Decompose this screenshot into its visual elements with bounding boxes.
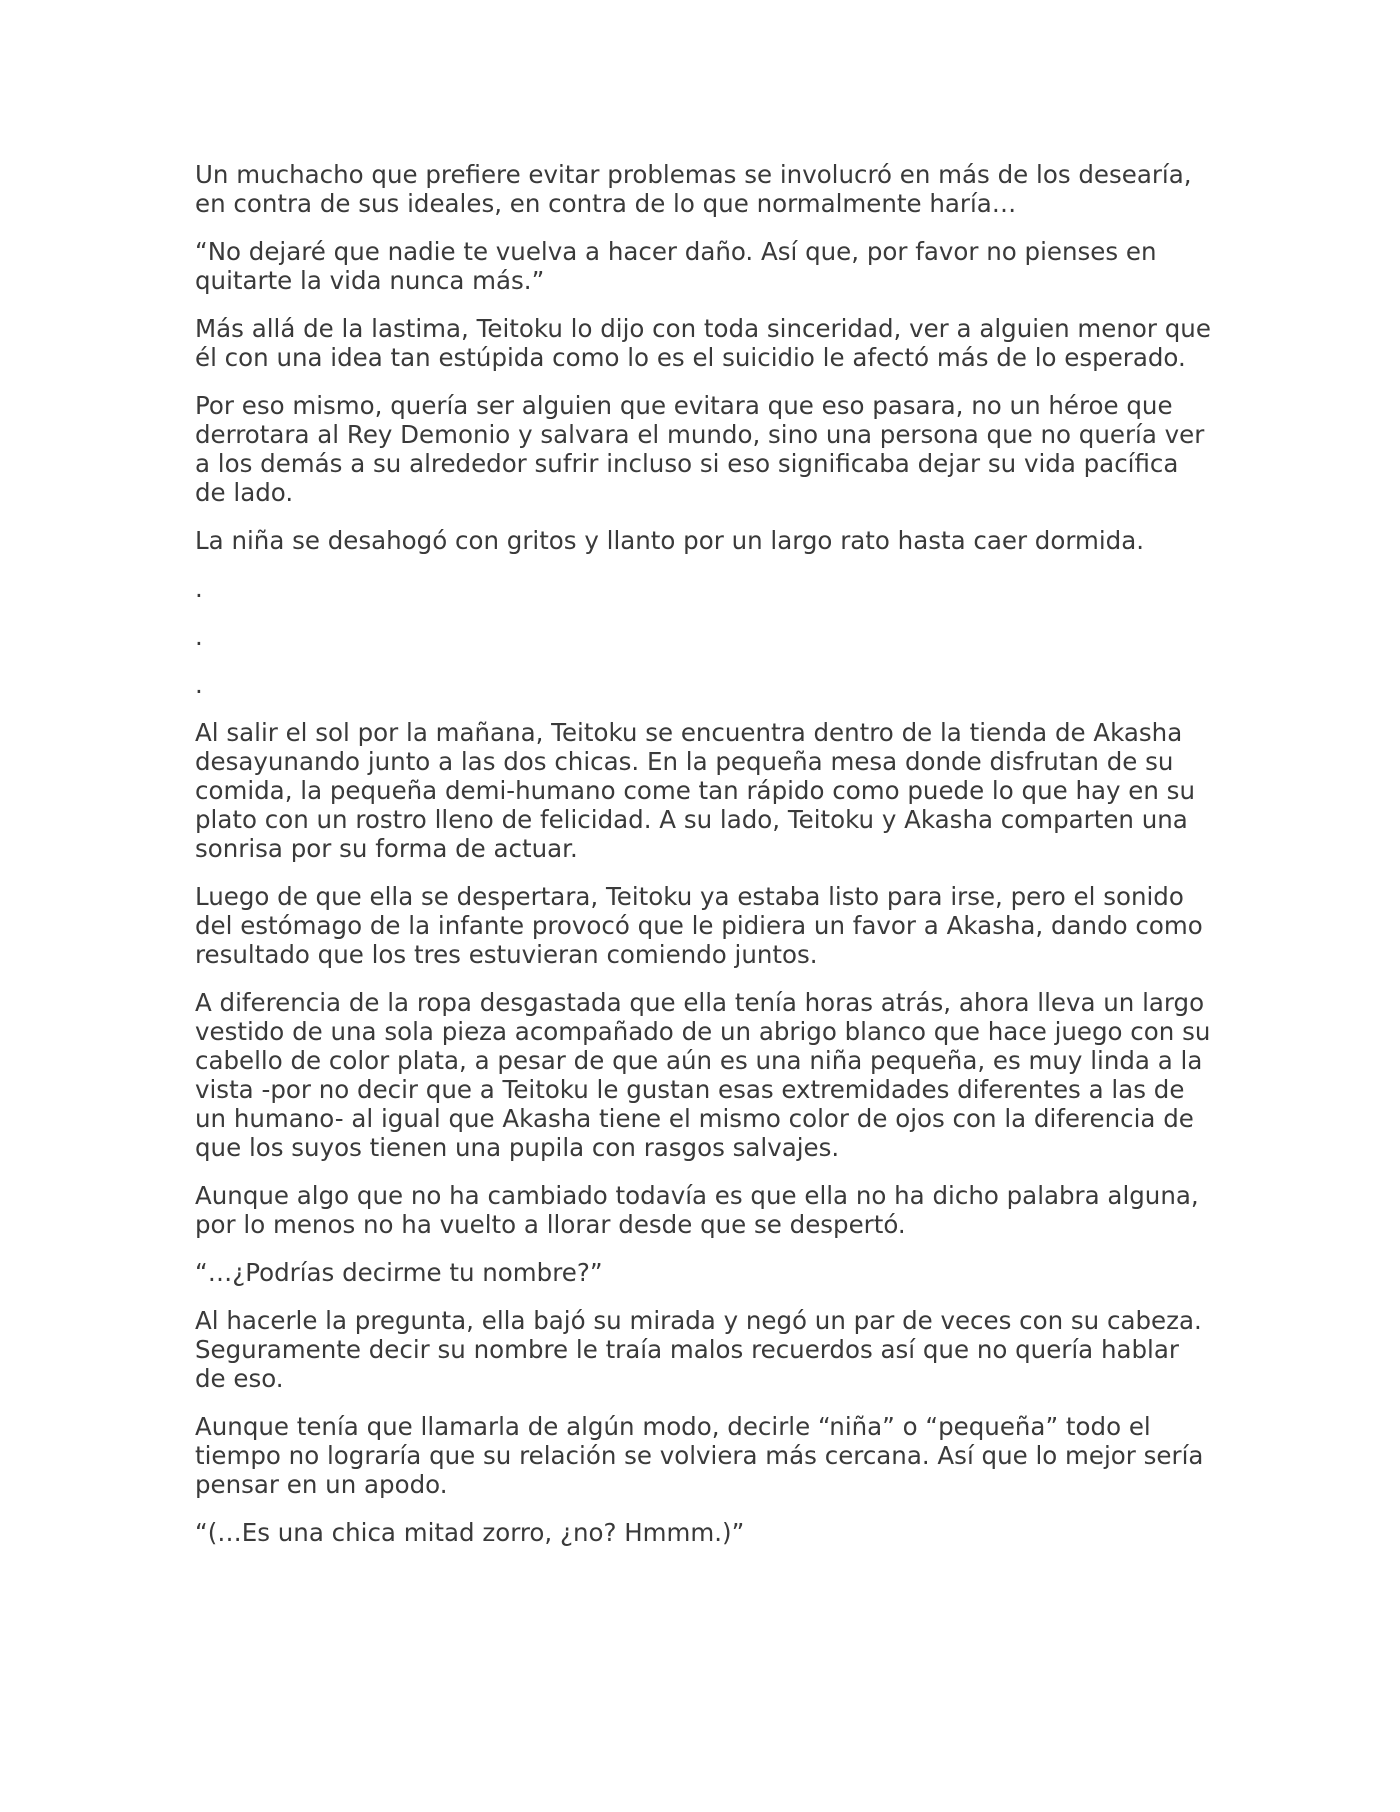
paragraph: Al hacerle la pregunta, ella bajó su mirada y negó un par de veces con su cabeza. Seguramente decir su nombre le traía malos recuerdos así que no quería hablar de eso. — [195, 1306, 1202, 1393]
scene-break-dot: . — [195, 670, 203, 699]
paragraph: A diferencia de la ropa desgastada que ella tenía horas atrás, ahora lleva un largo vestido de una sola pieza acompañado de un abrigo blanco que hace juego con su cabello de color plata, a pesar de que aún es una niña pequeña, es muy linda a la vista -por no decir que a Teitoku le gustan esas extremidades diferentes a las de un humano- al igual que Akasha tiene el mismo color de ojos con la diferencia de que los suyos tienen una pupila con rasgos salvajes. — [195, 988, 1211, 1162]
paragraph: Por eso mismo, quería ser alguien que evitara que eso pasara, no un héroe que derrotara al Rey Demonio y salvara el mundo, sino una persona que no quería ver a los demás a su alrededor sufrir incluso si eso significaba dejar su vida pacífica de lado. — [195, 391, 1205, 507]
scene-break-dot: . — [195, 574, 203, 603]
paragraph: Luego de que ella se despertara, Teitoku ya estaba listo para irse, pero el sonido del estómago de la infante provocó que le pidiera un favor a Akasha, dando como resultado que los tres estuvieran comiendo juntos. — [195, 882, 1203, 969]
scene-break-dot: . — [195, 622, 203, 651]
document-page — [195, 160, 1215, 1566]
paragraph: Aunque algo que no ha cambiado todavía es que ella no ha dicho palabra alguna, por lo menos no ha vuelto a llorar desde que se despertó. — [195, 1181, 1199, 1239]
paragraph: Al salir el sol por la mañana, Teitoku se encuentra dentro de la tienda de Akasha desayunando junto a las dos chicas. En la pequeña mesa donde disfrutan de su comida, la pequeña demi-humano come tan rápido como puede lo que hay en su plato con un rostro lleno de felicidad. A su lado, Teitoku y Akasha comparten una sonrisa por su forma de actuar. — [195, 718, 1195, 863]
paragraph: Aunque tenía que llamarla de algún modo, decirle “niña” o “pequeña” todo el tiempo no lograría que su relación se volviera más cercana. Así que lo mejor sería pensar en un apodo. — [195, 1412, 1204, 1499]
paragraph: “…¿Podrías decirme tu nombre?” — [195, 1258, 603, 1287]
paragraph: Un muchacho que prefiere evitar problemas se involucró en más de los desearía, en contra de sus ideales, en contra de lo que normalmente haría… — [195, 160, 1192, 218]
paragraph: “No dejaré que nadie te vuelva a hacer daño. Así que, por favor no pienses en quitarte la vida nunca más.” — [195, 237, 1157, 295]
paragraph: “(…Es una chica mitad zorro, ¿no? Hmmm.)” — [195, 1518, 745, 1547]
paragraph: La niña se desahogó con gritos y llanto por un largo rato hasta caer dormida. — [195, 526, 1145, 555]
paragraph: Más allá de la lastima, Teitoku lo dijo con toda sinceridad, ver a alguien menor que él con una idea tan estúpida como lo es el suicidio le afectó más de lo esperado. — [195, 314, 1211, 372]
